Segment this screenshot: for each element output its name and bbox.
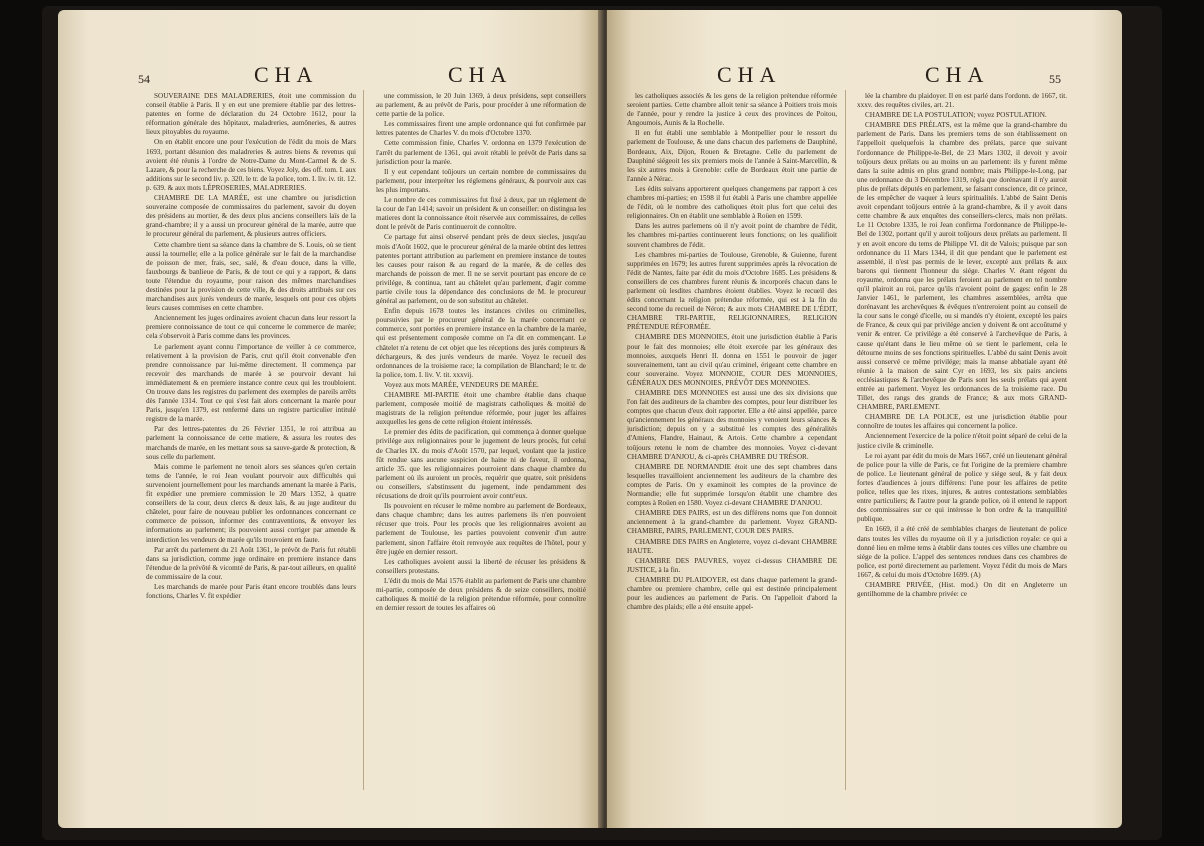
left-column-1 <box>146 92 356 802</box>
right-page <box>607 10 1122 828</box>
text-paragraph: Il y eut cependant toûjours un certain nombre de commissaires du parlement, pour interpréter les réglemens généraux, & pourvoir aux cas les plus importans. <box>376 167 586 194</box>
text-paragraph: Les catholiques avoient aussi la liberté de récuser les présidens & conseillers protestans. <box>376 557 586 575</box>
text-paragraph: Mais comme le parlement ne tenoit alors ses séances qu'en certain tems de l'année, le roi Jean voulant pourvoir aux difficultés qui survenoient journellement pour les marchands amenant la marée à Paris, fit expédier une premiere commission le 20 Mars 1352, à quatre conseillers de la cour, deux clercs & deux laïs, & au juge auditeur du châtelet, pour faire de nouveau publier les ordonnances concernant ce commerce de poisson, informer des contraventions, & envoyer les informations au parlement; ils pouvoient aussi corriger par amende & interdiction les vendeurs de marée qu'ils trouvoient en faute. <box>146 462 356 544</box>
text-paragraph: CHAMBRE DES MONNOIES est aussi une des six divisions que l'on fait des auditeurs de la chambre des comptes, pour leur distribuer les comptes que chacun d'eux doit rapporter. Elle a été ainsi appellée, parce qu'anciennement les généraux des monnoies y venoient leurs séances & jurisdiction; depuis on y a substitué les comptes des généralités d'Amiens, Flandre, Hainaut, & Artois. Cette chambre a cependant toûjours retenu le nom de chambre des monnoies. Voyez ci-devant CHAMBRE D'ANJOU, & ci-après CHAMBRE DU TRÉSOR. <box>627 389 837 461</box>
text-paragraph: les catholiques associés & les gens de la religion prétendue réformée seroient parties. Cette chambre alloit tenir sa séance à Poitiers trois mois de l'année, pour y rendre la justice à ceux des provinces de Poitou, Angoumois, Aunis & la Rochelle. <box>627 92 837 128</box>
text-paragraph: Voyez aux mots MARÉE, VENDEURS DE MARÉE. <box>384 380 539 389</box>
text-paragraph: Dans les autres parlemens où il n'y avoit point de chambre de l'édit, les chambres mi-parties continuerent leurs fonctions; on les qualifioit souvent chambres de l'édit. <box>627 222 837 249</box>
text-paragraph: CHAMBRE PRIVÉE, (Hist. mod.) On dit en Angleterre un gentilhomme de la chambre privée: ce <box>857 580 1067 599</box>
text-paragraph: Les chambres mi-parties de Toulouse, Grenoble, & Guienne, furent supprimées en 1679; les autres furent supprimées après la révocation de l'édit de Nantes, faite par édit du mois d'Octobre 1685. Les présidens & conseillers de ces chambres furent réunis & incorporés chacun dans le parlement où lesdites chambres étoient établies. Voyez le recueil des édits concernant la religion prétendue réformée, qui est à la fin du second tome du recueil de Néron; & aux mots CHAMBRE DE L'ÉDIT, CHAMBRE TRI-PARTIE, RELIGIONNAIRES, RELIGION PRÉTENDUE RÉFORMÉE. <box>627 250 837 332</box>
text-paragraph: Anciennement les juges ordinaires avoient chacun dans leur ressort la premiere connoissance de tout ce qui concerne le commerce de marée; cela s'observoit à Paris comme dans les provinces. <box>146 314 356 341</box>
left-headword-1: CHA <box>254 62 319 87</box>
text-paragraph: CHAMBRE DES PAIRS, est un des différens noms que l'on donnoit anciennement à la grand-chambre du parlement. Voyez GRAND-CHAMBRE, PAIRS, PARLEMENT, COUR DES PAIRS. <box>627 509 837 536</box>
text-paragraph: Les édits suivans apporterent quelques changemens par rapport à ces chambres mi-parties; en 1598 il fut établi à Paris une chambre appellée de l'édit, où le nombre des catholiques étoit plus fort que celui des religionnaires. On en établit une semblable à Roüen en 1599. <box>627 184 837 221</box>
text-paragraph: Anciennement l'exercice de la police n'étoit point séparé de celui de la justice civile & criminelle. <box>857 432 1067 450</box>
text-paragraph: Ils pouvoient en récuser le même nombre au parlement de Bordeaux, dans chaque chambre; dans les autres parlemens ils n'en pouvoient récuser que trois. Pour les procès que les religionnaires avoient au parlement de Toulouse, les parties pouvoient convenir d'un autre parlement, sinon l'affaire étoit renvoyée aux requêtes de l'hôtel, pour y être jugée en dernier ressort. <box>376 502 586 556</box>
text-paragraph: Il en fut établi une semblable à Montpellier pour le ressort du parlement de Toulouse, & une dans chacun des parlemens de Dauphiné, Bordeaux, Aix, Dijon, Rouen & Bretagne. Celle du parlement de Dauphiné siégeoit les six premiers mois de l'année à Saint-Marcellin, & les six autres mois à Grenoble: celle de Bordeaux étoit une partie de l'année à Nérac. <box>627 129 837 183</box>
text-paragraph: Par des lettres-patentes du 26 Février 1351, le roi attribua au parlement la connoissance de cette matiere, & assura les routes des marchands de marée, en les mettant sous sa sauve-garde & protection, & sous celle du parlement. <box>146 425 356 461</box>
text-paragraph: CHAMBRE DES PAIRS en Angleterre, voyez ci-devant CHAMBRE HAUTE. <box>627 537 837 555</box>
left-column-2 <box>376 92 586 802</box>
text-paragraph: Cette commission finie, Charles V. ordonna en 1379 l'exécution de l'arrêt du parlement de 1361, qui avoit rétabli le prévôt de Paris dans sa jurisdiction pour la marée. <box>376 139 586 166</box>
text-paragraph: une commission, le 20 Juin 1369, à deux présidens, sept conseillers au parlement, & au prévôt de Paris, pour procéder à une réformation de cette partie de la police. <box>376 92 586 119</box>
column-divider <box>363 90 364 790</box>
text-paragraph: CHAMBRE DES PRÉLATS, est la même que la grand-chambre du parlement de Paris. Dans les premiers tems de son établissement on l'appelloit quelquefois la chambre des prélats, parce que suivant l'ordonnance de Philippe-le-Bel, de 23 Mars 1302, il devoit y avoir toûjours deux prélats ou au moins un au parlement: ils y furent même dans la suite admis en plus grand nombre; mais Philippe-le-Long, par une ordonnance du 3 Décembre 1319, régla que dorénavant il n'y auroit plus de prélats députés en parlement, se faisant conscience, dit ce prince, de les empêcher de vaquer à leurs spiritualités. L'abbé de Saint Denis avoit cependant toûjours entrée à la grand-chambre, & il y avoit dans cette chambre & aux enquêtes des conseillers-clercs, mais non prélats. Le 11 Octobre 1335, le roi Jean confirma l'ordonnance de Philippe-le-Bel de 1302, portant qu'il y auroit toûjours deux prélats au parlement. Il y en avoit encore du tems de Philippe VI. dit de Valois; puisque par son ordonnance du 11 Mars 1344, il dit que pendant que le parlement est assemblé, il n'est pas permis de le lever, excepté aux prélats & aux barons qui tiennent l'honneur du siége. Charles V. étant régent du royaume, ordonna que les prélats feroient au parlement en tel nombre qu'il plairoit au roi, parce qu'ils n'avoient point de gages: enfin le 28 Janvier 1461, le parlement, les chambres assemblées, arrêta que dorénavant les archevêques & évêques n'entreroient point au conseil de la cour sans le congé d'icelle, ou si mandés n'y étoient, excepté les pairs de France, & ceux qui par privilége ancien y doivent & ont accoûtumé y venir & entrer. Ce privilége a été conservé à l'archevêque de Paris, à cause qu'étant dans le lieu même où se tient le parlement, cela le détourne moins de ses fonctions spirituelles. L'abbé du saint Denis avoit aussi conservé ce même privilége; mais la manse abbatiale ayant été réunie à la maison de saint Cyr en 1693, les six pairs anciens ecclésiastiques & l'archevêque de Paris sont les seuls prélats qui ayent entrée au parlement. Voyez les ordonnances de la troisieme race. Du Tillet, des rangs des grands de France; & aux mots GRAND-CHAMBRE, PARLEMENT. <box>857 121 1067 412</box>
right-column-1 <box>627 92 837 802</box>
text-paragraph: Enfin depuis 1678 toutes les instances civiles ou criminelles, poursuivies par le procureur général de la marée concernant ce commerce, sont portées en premiere instance en la chambre de la marée, qui est présentement composée comme on l'a dit en commençant. Le châtelet n'a retenu de cet objet que les réceptions des jurés compteurs & déchargeurs, & des jurés vendeurs de marée. Voyez le recueil des ordonnances de la troisieme race; la compilation de Blanchard; le tr. de la police, tom. I. liv. V. tit. xxxvij. <box>376 307 586 379</box>
right-page-number: 55 <box>1049 72 1061 86</box>
text-paragraph: Le nombre de ces commissaires fut fixé à deux, par un réglement de la cour de l'an 1414; savoir un président & un conseiller: on distingua les matieres dont la connoissance étoit réservée aux commissaires, de celles dont le prévôt de Paris continueroit de connoître. <box>376 196 586 232</box>
text-paragraph: SOUVERAINE DES MALADRERIES, étoit une commission du conseil établie à Paris. Il y en eut une premiere établie par des lettres-patentes en forme de déclaration du 24 Octobre 1612, pour la réformation générale des hôpitaux, maladreries, aumôneries, & autres lieux pitoyables du royaume. <box>146 92 356 137</box>
text-paragraph: CHAMBRE DE LA POSTULATION; voyez POSTULATION. <box>865 111 1047 120</box>
text-paragraph: Le premier des édits de pacification, qui commença à donner quelque privilége aux religionnaires pour le jugement de leurs procès, fut celui de Charles IX. du mois d'Août 1570, par lequel, voulant que la justice fût rendue sans aucune suspicion de haine ni de faveur, il ordonna, article 35. que les religionnaires pourroient dans chaque chambre du parlement où ils auroient un procès, requérir que quatre, soit présidens ou conseillers, s'abstinssent du jugement, inde pendamment des récusations de droit qu'ils pourroient avoir contr'eux. <box>376 428 586 501</box>
text-paragraph: CHAMBRE DU PLAIDOYER, est dans chaque parlement la grand-chambre ou premiere chambre, celle qui est destinée principalement pour les audiences au parlement de Paris. On l'appelloit d'abord la chambre des plaids; elle a été ensuite appel- <box>627 575 837 612</box>
text-paragraph: lée la chambre du plaidoyer. Il en est parlé dans l'ordonn. de 1667, tit. xxxv. des requêtes civiles, art. 21. <box>857 92 1067 110</box>
text-paragraph: Ce partage fut ainsi observé pendant près de deux siecles, jusqu'au mois d'Août 1602, que le procureur général de la marée obtint des lettres patentes portant attribution au parlement en premiere instance de toutes les causes pour raison & au regard de la marée, & de celles des marchands de poisson de mer. Il ne se servit pourtant pas encore de ce privilége, & continua, tant au châtelet qu'au parlement, d'agir comme partie civile tous la dépendance des conclusions de M. le procureur général au parlement, ou de son substitut au châtelet. <box>376 233 586 306</box>
text-paragraph: CHAMBRE DES PAUVRES, voyez ci-dessus CHAMBRE DE JUSTICE, à la fin. <box>627 556 837 574</box>
left-page <box>58 10 603 828</box>
right-column-2 <box>857 92 1067 802</box>
text-paragraph: CHAMBRE MI-PARTIE étoit une chambre établie dans chaque parlement, composée moitié de magistrats catholiques & moitié de magistrats de la religion prétendue réformée, pour juger les affaires auxquelles les gens de cette religion étoient intéressés. <box>376 391 586 427</box>
text-paragraph: On en établit encore une pour l'exécution de l'édit du mois de Mars 1693, portant désunion des maladreries & autres biens & revenus qui avoient été réunis à l'ordre de Notre-Dame du Mont-Carmel & de S. Lazare, & pour la recherche de ces biens. Voyez Joly, des off. tom. I. aux additions sur le second liv. p. 320. le tr. de la police, tom. I. liv. iv. tit. 12. p. 639. & aux mots LÉPROSERIES, MALADRERIES. <box>146 138 356 192</box>
text-paragraph: Le parlement ayant connu l'importance de veiller à ce commerce, relativement à la provision de Paris, crut qu'il étoit convenable d'en prendre connoissance par lui-même directement. Il commença par recevoir des marchands de marée à se pourvoir devant lui immédiatement & en premiere instance contre ceux qui les troubloient. On trouve dans les registres du parlement des exemples de pareils arrêts dès l'année 1314. Tout ce qui s'est fait alors concernant la marée pour Paris, jusqu'en 1379, est renfermé dans un registre particulier intitulé registre de la marée. <box>146 342 356 424</box>
column-divider <box>845 90 846 790</box>
text-paragraph: CHAMBRE DE NORMANDIE étoit une des sept chambres dans lesquelles travailloient anciennement les auditeurs de la chambre des comptes de Paris. On y examinoit les comptes de la province de Normandie; elle fut supprimée lorsqu'on établit une chambre des comptes à Roüen en 1580. Voyez ci-devant CHAMBRE D'ANJOU. <box>627 462 837 508</box>
text-paragraph: L'édit du mois de Mai 1576 établit au parlement de Paris une chambre mi-partie, composée de deux présidens & de seize conseillers, moitié catholiques & moitié de la religion prétendue réformée, pour connoître en dernier ressort de toutes les affaires où <box>376 576 586 613</box>
text-paragraph: En 1669, il a été créé de semblables charges de lieutenant de police dans toutes les villes du royaume où il y a jurisdiction royale: ce qui a donné lieu en même tems à établir dans toutes ces villes une chambre ou siége de la police. L'appel des sentences rendues dans ces chambres de police, est porté directement au parlement. Voyez l'édit du mois de Mars 1667, & celui du mois d'Octobre 1699. (A) <box>857 525 1067 579</box>
text-paragraph: Les marchands de marée pour Paris étant encore troublés dans leurs fonctions, Charles V. fit expédier <box>146 582 356 601</box>
text-paragraph: Les commissaires firent une ample ordonnance qui fut confirmée par lettres patentes de Charles V. du mois d'Octobre 1370. <box>376 120 586 138</box>
left-page-number: 54 <box>138 72 150 86</box>
text-paragraph: CHAMBRE DE LA MARÉE, est une chambre ou jurisdiction souveraine composée de commissaires du parlement, savoir du doyen des présidens au mortier, & des deux plus anciens conseillers laïs de la grand-chambre; il y a aussi un procureur général de la marée, autre que le procureur général du parlement, & plusieurs autres officiers. <box>146 194 356 239</box>
text-paragraph: CHAMBRE DE LA POLICE, est une jurisdiction établie pour connoître de toutes les affaires qui concernent la police. <box>857 413 1067 431</box>
text-paragraph: Par arrêt du parlement du 21 Août 1361, le prévôt de Paris fut rétabli dans sa jurisdiction, comme juge ordinaire en premiere instance dans l'étendue de la prévôté & vicomté de Paris, & par-tout ailleurs, en qualité de commissaire de la cour. <box>146 545 356 581</box>
right-headword-1: CHA <box>717 62 782 87</box>
right-headword-2: CHA <box>925 62 990 87</box>
left-headword-2: CHA <box>448 62 513 87</box>
text-paragraph: CHAMBRE DES MONNOIES, étoit une jurisdiction établie à Paris pour le fait des monnoies; elle étoit exercée par les généraux des monnoies, auxquels Henri II. donna en 1551 le pouvoir de juger souverainement, tant au civil qu'au criminel, érigeant cette chambre en cour souveraine. Voyez MONNOIE, COUR DES MONNOIES, GÉNÉRAUX DES MONNOIES, PRÉVÔT DES MONNOIES. <box>627 333 837 387</box>
text-paragraph: Cette chambre tient sa séance dans la chambre de S. Louis, où se tient aussi la tournelle; elle a la police générale sur le fait de la marchandise de poisson de mer, frais, sec, salé, & d'eau douce, dans la ville, fauxbourgs & banlieue de Paris, & de tout ce qui y a rapport, & dans toute l'étendue du royaume, pour raison des mêmes marchandises destinées pour la provision de cette ville, & des droits attribués sur ces marchandises aux jurés vendeurs de marée, lesquels ont pour ces objets leurs causes commises en cette chambre. <box>146 240 356 313</box>
text-paragraph: Le roi ayant par édit du mois de Mars 1667, créé un lieutenant général de police pour la ville de Paris, ce fut l'origine de la premiere chambre de police. Le lieutenant général de police y siége seul, & y fait deux fortes d'audiences à jours différens: l'une pour les affaires de petite police, telles que les rixes, injures, & autres contestations semblables entre particuliers; & l'autre pour la grande police, où il entend le rapport des commissaires sur ce qui intéresse le bon ordre & la tranquillité publique. <box>857 451 1067 524</box>
